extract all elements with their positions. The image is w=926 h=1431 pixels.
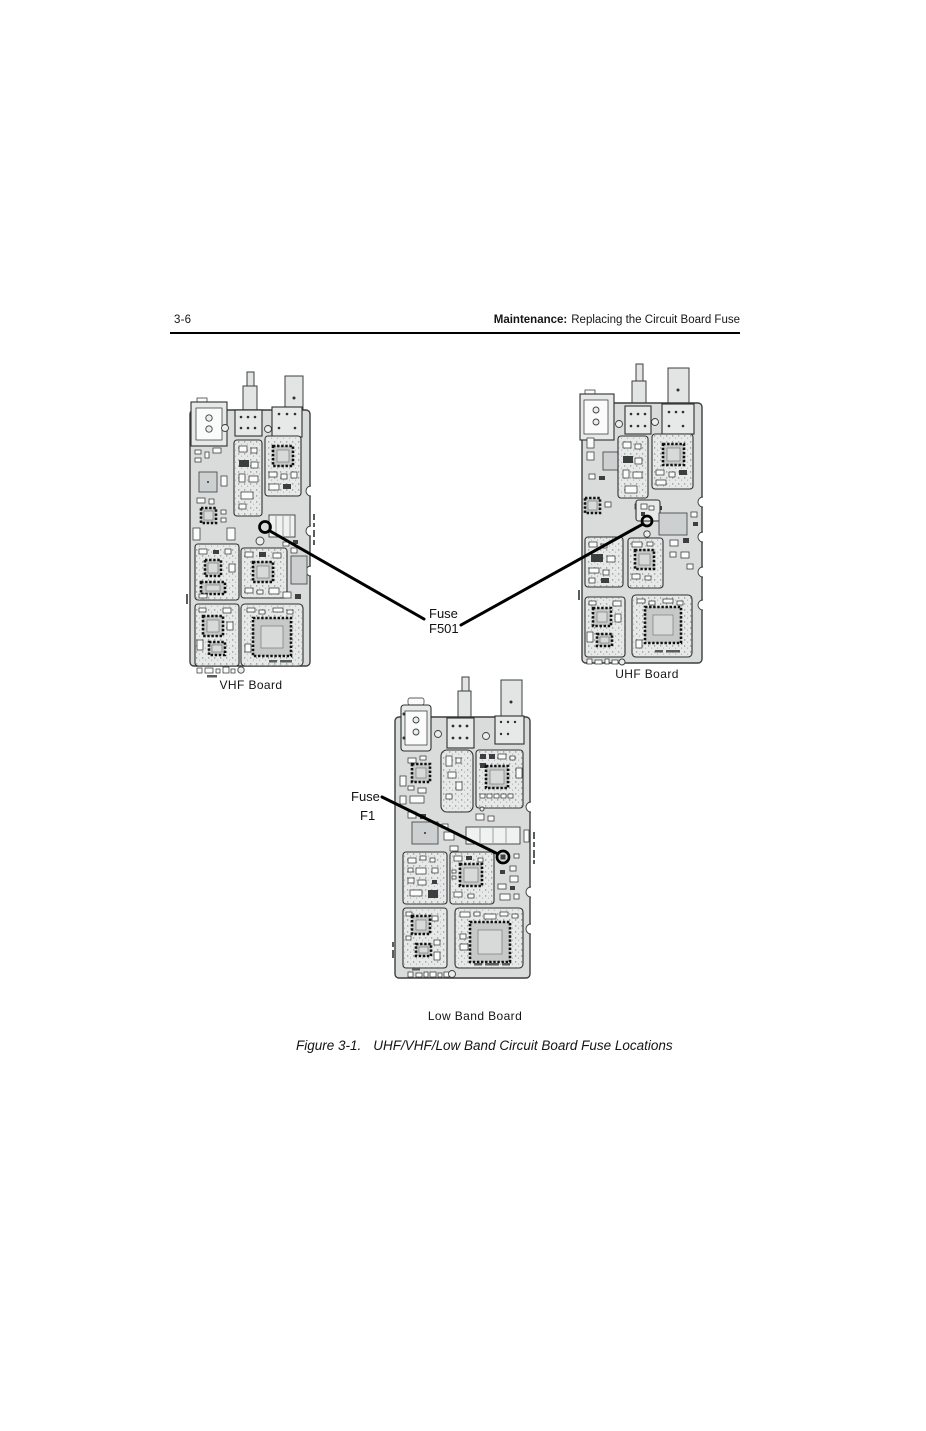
vhf-board-caption: VHF Board — [219, 678, 283, 692]
callout-fuse-f1-line1: Fuse — [351, 789, 380, 804]
page-number: 3-6 — [174, 314, 192, 326]
vhf-part-number-marks — [313, 514, 315, 545]
figure-caption-label: Figure 3-1. — [296, 1038, 362, 1053]
header-subtitle: Replacing the Circuit Board Fuse — [571, 314, 740, 326]
header-rule — [170, 332, 740, 334]
uhf-antenna-connector — [668, 368, 689, 405]
low-band-antenna-connector — [501, 680, 522, 717]
low-band-board-caption: Low Band Board — [427, 1009, 523, 1023]
uhf-volume-shaft — [636, 364, 643, 382]
figure-caption — [296, 1038, 673, 1053]
uhf-board-illustration — [575, 362, 711, 678]
header-section: Maintenance: — [493, 314, 568, 326]
low-band-board-illustration — [388, 672, 540, 988]
callout-fuse-f1-line2: F1 — [360, 808, 376, 823]
callout-fuse-f501: Fuse F501 — [429, 606, 459, 636]
page-header — [170, 314, 740, 330]
vhf-board-illustration — [183, 368, 319, 690]
header-title — [494, 314, 740, 326]
uhf-board-caption: UHF Board — [615, 667, 679, 681]
figure-caption-title: UHF/VHF/Low Band Circuit Board Fuse Locations — [373, 1038, 673, 1053]
low-band-part-number-marks — [533, 832, 535, 864]
